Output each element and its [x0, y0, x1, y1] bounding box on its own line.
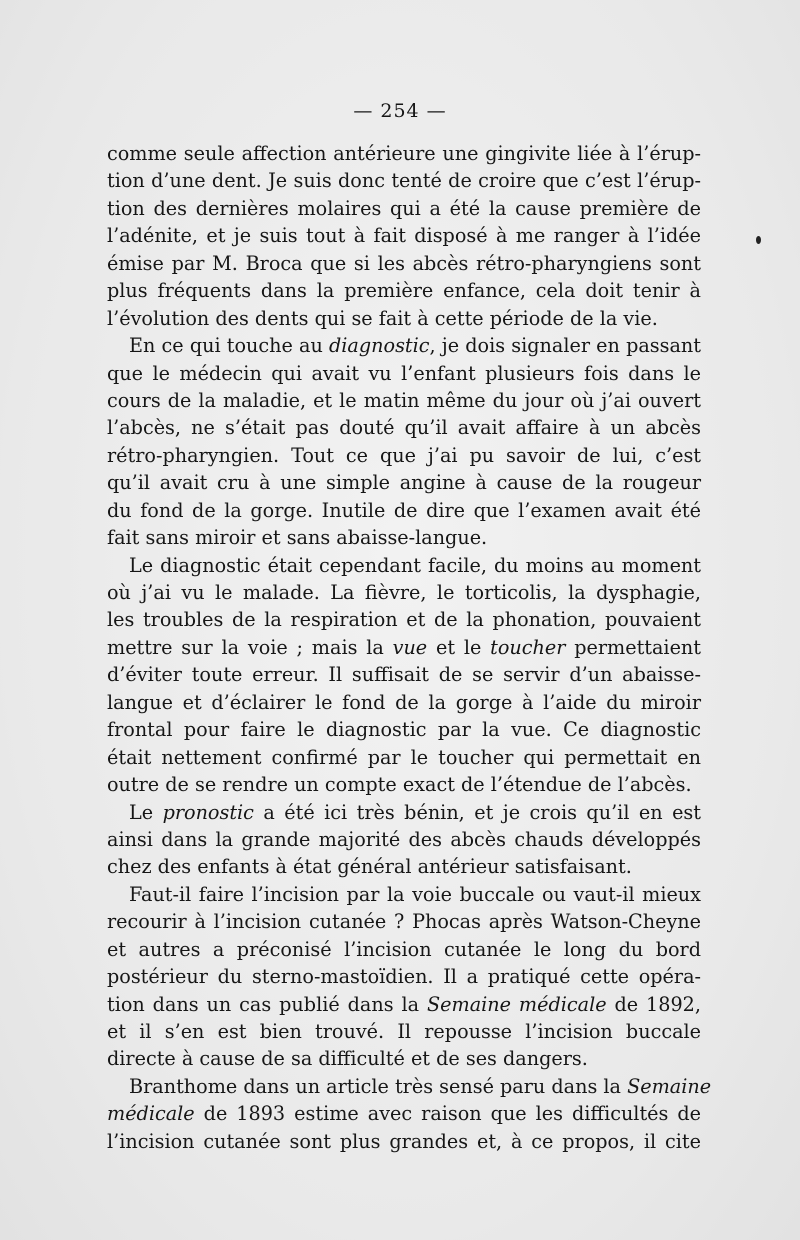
text-line: frontal pour faire le diagnostic par la vue. Ce diagnostic [107, 718, 701, 742]
text-line: tion des dernières molaires qui a été la cause première de [107, 196, 701, 220]
text-line: fait sans miroir et sans abaisse-langue. [107, 526, 488, 550]
text-line: langue et d’éclairer le fond de la gorge à l’aide du miroir [107, 690, 701, 714]
text-line: cours de la maladie, et le matin même du jour où j’ai ouvert [107, 388, 701, 412]
text-line: qu’il avait cru à une simple angine à cause de la rougeur [107, 471, 701, 495]
text-line: les troubles de la respiration et de la phonation, pouvaient [107, 608, 701, 632]
text-line: Le pronostic a été ici très bénin, et je crois qu’il en est [129, 800, 701, 824]
text-line: était nettement confirmé par le toucher qui permettait en [107, 745, 701, 769]
text-line: mettre sur la voie ; mais la vue et le toucher permettaient [107, 635, 701, 659]
text-line: l’adénite, et je suis tout à fait disposé à me ranger à l’idée [107, 224, 701, 248]
text-line: Branthome dans un article très sensé paru dans la Semaine [129, 1074, 712, 1098]
page-number: — 254 — [353, 100, 447, 122]
text-line: Faut-il faire l’incision par la voie buccale ou vaut-il mieux [129, 882, 701, 906]
text-line: du fond de la gorge. Inutile de dire que l’examen avait été [107, 498, 701, 522]
text-line: tion d’une dent. Je suis donc tenté de croire que c’est l’érup- [107, 169, 701, 193]
text-line: En ce qui touche au diagnostic, je dois signaler en passant [129, 334, 701, 358]
text-line: l’abcès, ne s’était pas douté qu’il avait affaire à un abcès [107, 416, 701, 440]
text-line: Le diagnostic était cependant facile, du moins au moment [129, 553, 701, 577]
text-line: postérieur du sterno-mastoïdien. Il a pratiqué cette opéra- [107, 965, 701, 989]
body-text [107, 140, 712, 1155]
text-line: outre de se rendre un compte exact de l’étendue de l’abcès. [107, 773, 692, 797]
text-line: l’évolution des dents qui se fait à cette période de la vie. [107, 306, 658, 330]
text-line: rétro-pharyngien. Tout ce que j’ai pu savoir de lui, c’est [107, 443, 701, 467]
text-line: que le médecin qui avait vu l’enfant plusieurs fois dans le [107, 361, 701, 385]
text-line: où j’ai vu le malade. La fièvre, le torticolis, la dysphagie, [107, 581, 701, 604]
text-line: plus fréquents dans la première enfance, cela doit tenir à [107, 279, 701, 303]
text-line: comme seule affection antérieure une gingivite liée à l’érup- [107, 142, 701, 165]
text-line: directe à cause de sa difficulté et de ses dangers. [107, 1047, 588, 1071]
text-line: ainsi dans la grande majorité des abcès chauds développés [107, 827, 701, 851]
margin-mark [756, 236, 761, 244]
text-line: émise par M. Broca que si les abcès rétro-pharyngiens sont [107, 251, 701, 275]
text-line: et autres a préconisé l’incision cutanée le long du bord [107, 937, 701, 961]
text-line: tion dans un cas publié dans la Semaine médicale de 1892, [107, 992, 701, 1016]
text-line: et il s’en est bien trouvé. Il repousse l’incision buccale [107, 1020, 701, 1043]
text-line: l’incision cutanée sont plus grandes et, à ce propos, il cite [107, 1129, 701, 1153]
text-line: médicale de 1893 estime avec raison que les difficultés de [107, 1102, 701, 1126]
text-line: d’éviter toute erreur. Il suffisait de se servir d’un abaisse- [107, 663, 701, 687]
text-line: chez des enfants à état général antérieur satisfaisant. [107, 855, 632, 879]
text-line: recourir à l’incision cutanée ? Phocas après Watson-Cheyne [107, 910, 701, 934]
